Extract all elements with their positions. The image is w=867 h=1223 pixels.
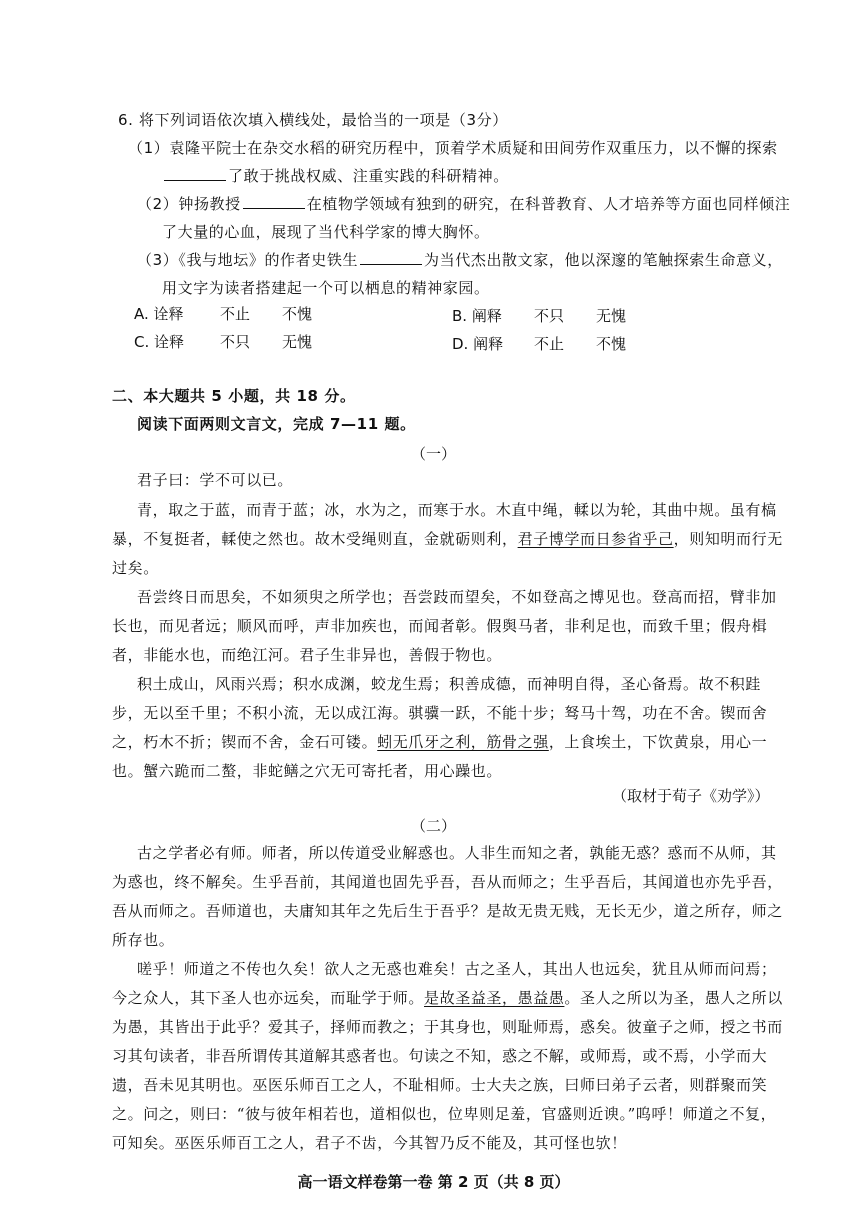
text1-line: 者，非能水也，而绝江河。君子生非异也，善假于物也。	[112, 646, 503, 664]
text1-line: 过矣。	[112, 559, 159, 577]
text2-line: 所存也。	[112, 931, 175, 949]
text1-line: 也。蟹六跪而二螯，非蛇鳝之穴无可寄托者，用心躁也。	[112, 762, 503, 780]
text2-line: 古之学者必有师。师者，所以传道受业解惑也。人非生而知之者，孰能无惑？惑而不从师，其	[137, 844, 777, 862]
text1-line: 暴，不复挺者，輮使之然也。故木受绳则直，金就砺则利，君子博学而日参省乎己，则知明而行无	[112, 530, 783, 548]
underlined-sentence: 是故圣益圣，愚益愚	[424, 989, 565, 1007]
text1-label: （一）	[410, 445, 456, 463]
option-b-word3: 无愧	[596, 307, 627, 325]
text2-line: 遗，吾未见其明也。巫医乐师百工之人，不耻相师。士大夫之族，曰师曰弟子云者，则群聚而笑	[112, 1076, 768, 1094]
answer-blank-3[interactable]	[360, 250, 422, 265]
q6-item2-line1: （2）钟扬教授 在植物学领域有独到的研究，在科普教育、人才培养等方面也同样倾注	[137, 195, 791, 213]
option-d-word2: 不止	[534, 335, 565, 353]
option-b-word1: B. 阐释	[452, 307, 502, 325]
text2-line: 可知矣。巫医乐师百工之人，君子不齿，今其智乃反不能及，其可怪也欤！	[112, 1134, 627, 1152]
text1-line: 吾尝终日而思矣，不如须臾之所学也；吾尝跂而望矣，不如登高之博见也。登高而招，臂非加	[137, 588, 777, 606]
option-a-word1: A. 诠释	[134, 305, 184, 323]
option-a-word3: 不愧	[282, 305, 313, 323]
text2-label: （二）	[410, 817, 456, 835]
text2-line: 吾从而师之。吾师道也，夫庸知其年之先后生于吾乎？是故无贵无贱，无长无少，道之所存，师之	[112, 902, 783, 920]
text1-line: 步，无以至千里；不积小流，无以成江海。骐骥一跃，不能十步；驽马十驾，功在不舍。锲而舍	[112, 704, 768, 722]
page-footer: 高一语文样卷第一卷 第 2 页（共 8 页）	[297, 1173, 570, 1191]
option-c-word3: 无愧	[282, 333, 313, 351]
text2-line: 习其句读者，非吾所谓传其道解其惑者也。句读之不知，惑之不解，或师焉，或不焉，小学而大	[112, 1047, 768, 1065]
option-d-word1: D. 阐释	[452, 335, 504, 353]
option-a-word2: 不止	[220, 305, 251, 323]
option-d-word3: 不愧	[596, 335, 627, 353]
option-c-word2: 不只	[220, 333, 251, 351]
text2-line: 之。问之，则曰：“彼与彼年相若也，道相似也，位卑则足羞，官盛则近谀。”呜呼！师道之不复，	[112, 1105, 777, 1123]
answer-blank-1[interactable]	[164, 166, 226, 181]
q6-stem: 6. 将下列词语依次填入横线处，最恰当的一项是（3分）	[118, 111, 508, 129]
q6-item3-line1: （3）《我与地坛》的作者史铁生 为当代杰出散文家，他以深邃的笔触探索生命意义，	[137, 251, 783, 269]
q6-item3-line2: 用文字为读者搭建起一个可以栖息的精神家园。	[162, 279, 490, 297]
text1-line: 君子曰：学不可以已。	[137, 471, 294, 489]
option-c-word1: C. 诠释	[134, 333, 185, 351]
text2-line: 嗟乎！师道之不传也久矣！欲人之无惑也难矣！古之圣人，其出人也远矣，犹且从师而问焉；	[137, 960, 777, 978]
option-b-word2: 不只	[534, 307, 565, 325]
underlined-sentence: 君子博学而日参省乎己	[517, 530, 674, 548]
section-instruction: 阅读下面两则文言文，完成 7—11 题。	[137, 415, 416, 433]
section-heading: 二、本大题共 5 小题，共 18 分。	[112, 387, 356, 405]
answer-blank-2[interactable]	[243, 194, 305, 209]
text2-line: 今之众人，其下圣人也亦远矣，而耻学于师。是故圣益圣，愚益愚。圣人之所以为圣，愚人之所以	[112, 989, 783, 1007]
text1-line: 青，取之于蓝，而青于蓝；冰，水为之，而寒于水。木直中绳，輮以为轮，其曲中规。虽有槁	[137, 501, 777, 519]
underlined-sentence: 蚓无爪牙之利，筋骨之强	[377, 733, 549, 751]
text1-source: （取材于荀子《劝学》）	[612, 787, 770, 805]
text2-line: 为愚，其皆出于此乎？爱其子，择师而教之；于其身也，则耻师焉，惑矣。彼童子之师，授之书而	[112, 1018, 783, 1036]
q6-item1-line2: 了敢于挑战权威、注重实践的科研精神。	[162, 166, 509, 186]
text2-line: 为惑也，终不解矣。生乎吾前，其闻道也固先乎吾，吾从而师之；生乎吾后，其闻道也亦先乎吾，	[112, 873, 783, 891]
q6-item2-line2: 了大量的心血，展现了当代科学家的博大胸怀。	[162, 223, 490, 241]
q6-item1-line1: （1）袁隆平院士在杂交水稻的研究历程中，顶着学术质疑和田间劳作双重压力，以不懈的探索	[128, 139, 778, 157]
text1-line: 之，朽木不折；锲而不舍，金石可镂。蚓无爪牙之利，筋骨之强，上食埃土，下饮黄泉，用心一	[112, 733, 768, 751]
text1-line: 积土成山，风雨兴焉；积水成渊，蛟龙生焉；积善成德，而神明自得，圣心备焉。故不积跬	[137, 675, 762, 693]
text1-line: 长也，而见者远；顺风而呼，声非加疾也，而闻者彰。假舆马者，非利足也，而致千里；假舟楫	[112, 617, 768, 635]
